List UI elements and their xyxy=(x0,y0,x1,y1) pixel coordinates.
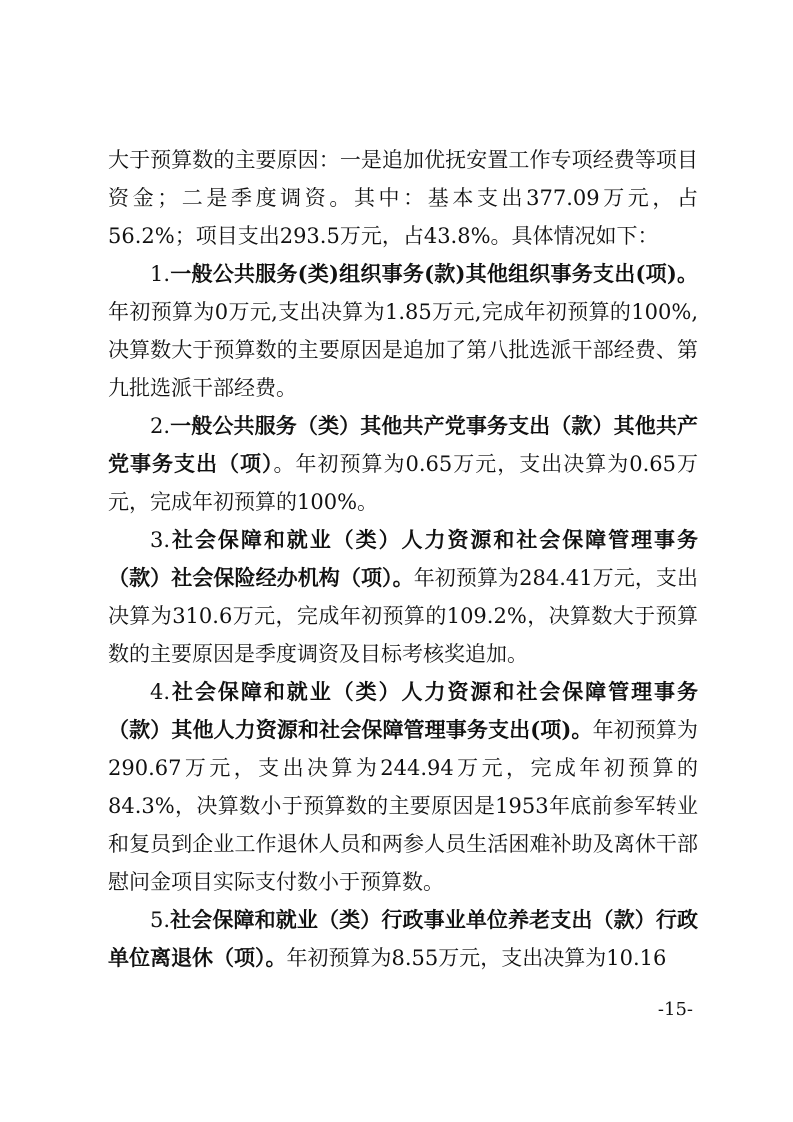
item-body: 年初预算为0万元,支出决算为1.85万元,完成年初预算的100%,决算数大于预算数的主要原因是追加了第八批选派干部经费、第九批选派干部经费。 xyxy=(108,300,698,400)
item-body: 年初预算为284.41万元，支出决算为310.6万元，完成年初预算的109.2%，决算数大于预算数的主要原因是季度调资及目标考核奖追加。 xyxy=(108,566,699,666)
item-heading: 一般公共服务(类)组织事务(款)其他组织事务支出(项)。 xyxy=(170,261,698,286)
item-body: 年初预算为290.67万元，支出决算为244.94万元，完成年初预算的84.3%，决算数小于预算数的主要原因是1953年底前参军转业和复员到企业工作退休人员和两参人员生活困难补助及离休干部慰问金项目实际支付数小于预算数。 xyxy=(108,718,699,894)
item-heading: 社会保障和就业（类）人力资源和社会保障管理事务（款）社会保险经办机构（项）。 xyxy=(108,527,698,590)
item-body: 。年初预算为0.65万元，支出决算为0.65万元，完成年初预算的100%。 xyxy=(108,452,699,514)
item-number: 4. xyxy=(150,680,171,704)
paragraph-item-1 xyxy=(108,255,698,407)
paragraph-item-3 xyxy=(108,521,698,673)
item-heading: 社会保障和就业（类）人力资源和社会保障管理事务（款）其他人力资源和社会保障管理事务支出(项)。 xyxy=(108,679,698,742)
item-heading: 一般公共服务（类）其他共产党事务支出（款）其他共产党事务支出（项） xyxy=(108,413,698,476)
page-number: -15- xyxy=(657,999,693,1020)
paragraph-item-2 xyxy=(108,407,698,521)
item-number: 5. xyxy=(150,908,171,932)
text-run: 大于预算数的主要原因：一是追加优抚安置工作专项经费等项目资金；二是季度调资。其中：基本支出377.09万元，占56.2%；项目支出293.5万元，占43.8%。具体情况如下： xyxy=(108,148,698,248)
item-body: 年初预算为8.55万元，支出决算为10.16 xyxy=(286,946,667,970)
paragraph-item-4 xyxy=(108,673,698,901)
document-body xyxy=(108,141,698,977)
item-number: 2. xyxy=(150,414,171,438)
item-heading: 社会保障和就业（类）行政事业单位养老支出（款）行政单位离退休（项）。 xyxy=(108,907,698,970)
paragraph-intro xyxy=(108,141,698,255)
item-number: 3. xyxy=(150,528,171,552)
paragraph-item-5 xyxy=(108,901,698,977)
item-number: 1. xyxy=(150,262,171,286)
